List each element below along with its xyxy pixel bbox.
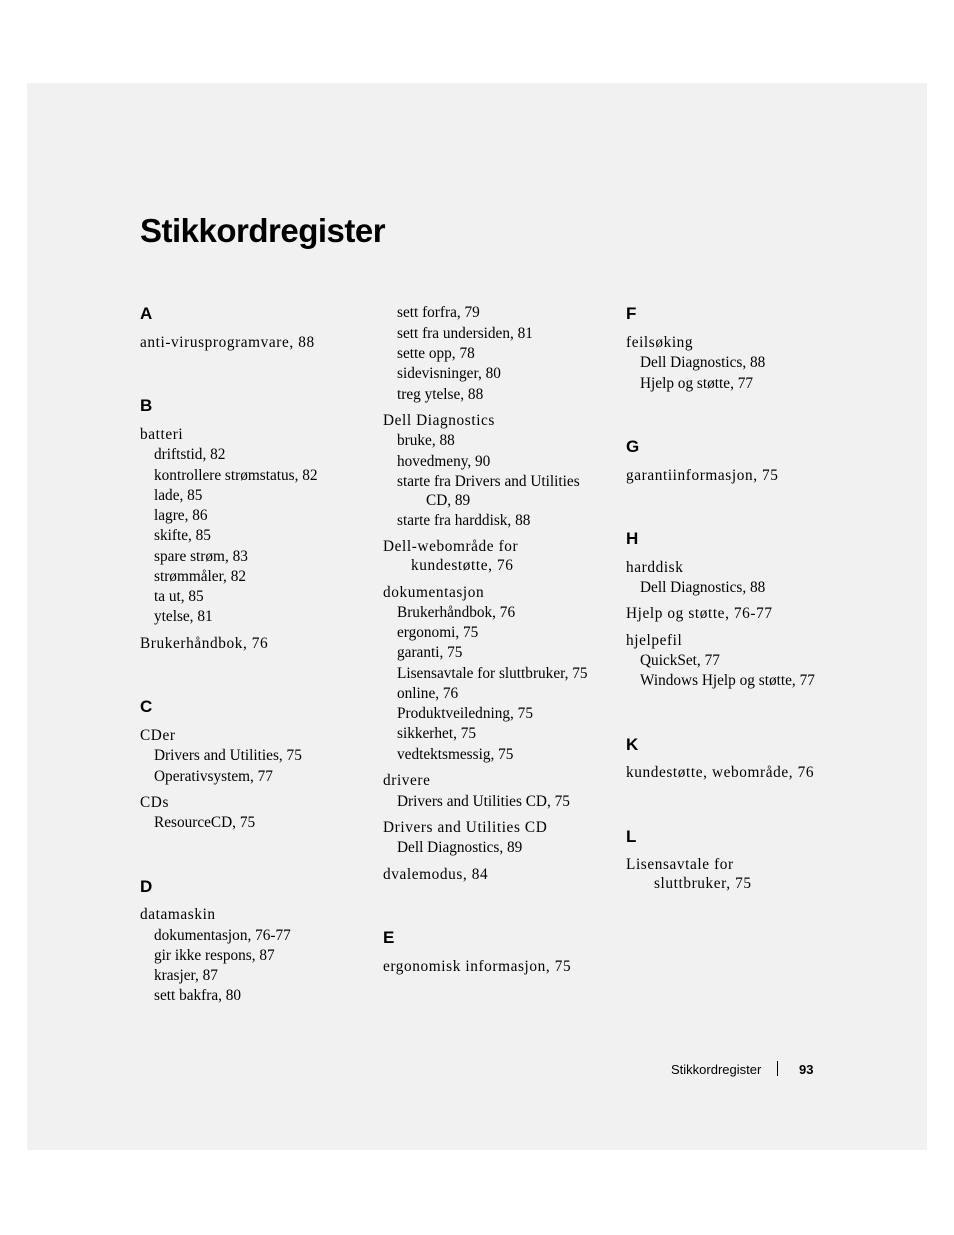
section-letter-k: K [626, 735, 639, 754]
index-subentry: Dell Diagnostics, 88 [640, 354, 766, 371]
index-entry: Dell Diagnostics [383, 412, 495, 429]
index-entry: Drivers and Utilities CD [383, 819, 548, 836]
index-subentry: sikkerhet, 75 [397, 725, 477, 742]
index-subentry: sett bakfra, 80 [154, 987, 242, 1004]
index-subentry: sette opp, 78 [397, 345, 475, 362]
index-subentry: Dell Diagnostics, 88 [640, 579, 766, 596]
section-letter-b: B [140, 396, 153, 415]
index-subentry: krasjer, 87 [154, 967, 218, 984]
index-entry: dvalemodus, 84 [383, 866, 489, 883]
index-continuation: kundestøtte, 76 [411, 557, 514, 574]
index-entry: Hjelp og støtte, 76-77 [626, 605, 773, 622]
index-subentry: driftstid, 82 [154, 446, 226, 463]
index-subentry: dokumentasjon, 76-77 [154, 927, 291, 944]
index-subentry: ergonomi, 75 [397, 624, 479, 641]
index-subentry: kontrollere strømstatus, 82 [154, 467, 318, 484]
index-subentry: sett fra undersiden, 81 [397, 325, 533, 342]
index-subentry: ytelse, 81 [154, 608, 213, 625]
index-subentry: lagre, 86 [154, 507, 208, 524]
section-letter-e: E [383, 928, 395, 947]
index-subentry: starte fra harddisk, 88 [397, 512, 531, 529]
section-letter-g: G [626, 437, 640, 456]
index-subentry: Brukerhåndbok, 76 [397, 604, 516, 621]
index-entry: kundestøtte, webområde, 76 [626, 764, 815, 781]
index-entry: Dell-webområde for [383, 538, 519, 555]
index-subentry: sett forfra, 79 [397, 304, 480, 321]
index-subentry: Drivers and Utilities CD, 75 [397, 793, 570, 810]
index-entry: dokumentasjon [383, 584, 485, 601]
index-subentry: Operativsystem, 77 [154, 768, 273, 785]
index-continuation: sluttbruker, 75 [654, 875, 752, 892]
index-continuation: CD, 89 [426, 492, 471, 509]
index-subentry: bruke, 88 [397, 432, 455, 449]
index-subentry: Hjelp og støtte, 77 [640, 375, 754, 392]
index-subentry: Drivers and Utilities, 75 [154, 747, 302, 764]
index-entry: ergonomisk informasjon, 75 [383, 958, 572, 975]
index-subentry: skifte, 85 [154, 527, 211, 544]
index-entry: CDs [140, 794, 170, 811]
index-entry: garantiinformasjon, 75 [626, 467, 779, 484]
index-subentry: garanti, 75 [397, 644, 463, 661]
index-subentry: Produktveiledning, 75 [397, 705, 533, 722]
index-entry: drivere [383, 772, 431, 789]
index-subentry: online, 76 [397, 685, 459, 702]
index-subentry: hovedmeny, 90 [397, 453, 491, 470]
index-entry: Brukerhåndbok, 76 [140, 635, 269, 652]
section-letter-f: F [626, 304, 637, 323]
index-entry: feilsøking [626, 334, 694, 351]
index-subentry: lade, 85 [154, 487, 203, 504]
index-subentry: sidevisninger, 80 [397, 365, 501, 382]
index-subentry: Lisensavtale for sluttbruker, 75 [397, 665, 588, 682]
index-subentry: Windows Hjelp og støtte, 77 [640, 672, 815, 689]
index-entry: anti-virusprogramvare, 88 [140, 334, 315, 351]
footer-divider [777, 1061, 778, 1076]
index-subentry: QuickSet, 77 [640, 652, 720, 669]
page-number: 93 [799, 1062, 814, 1077]
index-subentry: spare strøm, 83 [154, 548, 248, 565]
index-entry: datamaskin [140, 906, 216, 923]
section-letter-c: C [140, 697, 153, 716]
index-subentry: gir ikke respons, 87 [154, 947, 275, 964]
section-letter-h: H [626, 529, 639, 548]
index-entry: harddisk [626, 559, 684, 576]
index-subentry: strømmåler, 82 [154, 568, 246, 585]
section-letter-d: D [140, 877, 153, 896]
section-letter-a: A [140, 304, 153, 323]
index-subentry: vedtektsmessig, 75 [397, 746, 514, 763]
index-entry: Lisensavtale for [626, 856, 734, 873]
index-subentry: treg ytelse, 88 [397, 386, 484, 403]
index-entry: batteri [140, 426, 184, 443]
index-subentry: ResourceCD, 75 [154, 814, 256, 831]
index-entry: hjelpefil [626, 632, 683, 649]
section-letter-l: L [626, 827, 637, 846]
page-title: Stikkordregister [140, 212, 386, 249]
index-entry: CDer [140, 727, 176, 744]
index-subentry: starte fra Drivers and Utilities [397, 473, 580, 490]
index-subentry: ta ut, 85 [154, 588, 204, 605]
index-subentry: Dell Diagnostics, 89 [397, 839, 523, 856]
footer-section-label: Stikkordregister [671, 1062, 762, 1077]
